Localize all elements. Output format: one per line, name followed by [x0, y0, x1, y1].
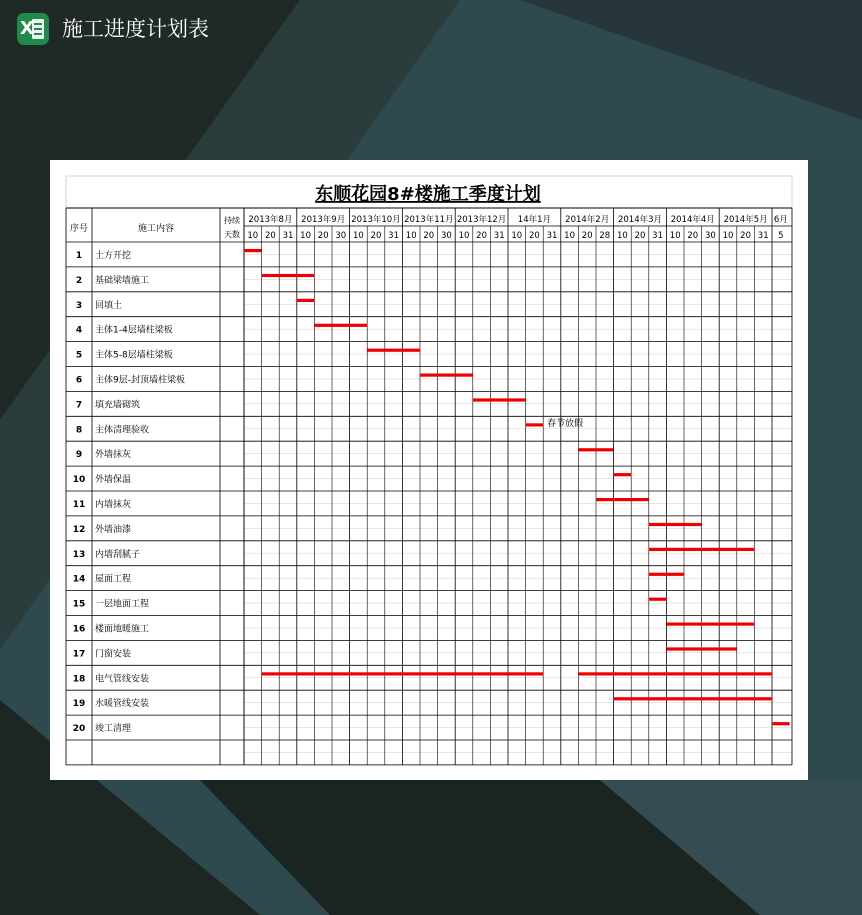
header-task: 施工内容 [137, 224, 175, 234]
task-name: 内墙抹灰 [95, 499, 132, 510]
day-label: 10 [405, 231, 417, 241]
task-number: 18 [72, 674, 86, 685]
gantt-bar [367, 349, 420, 352]
month-label: 2014年3月 [617, 215, 663, 225]
task-number: 2 [75, 275, 83, 286]
day-label: 20 [687, 231, 699, 241]
gantt-bar [666, 623, 754, 626]
day-label: 10 [458, 231, 470, 241]
gantt-bar [420, 374, 473, 377]
day-label: 20 [264, 231, 276, 241]
day-label: 10 [722, 231, 734, 241]
gantt-bar [526, 423, 544, 426]
task-name: 内墙刮腻子 [95, 549, 141, 560]
holiday-note: 春节放假 [547, 419, 584, 429]
month-label: 2014年4月 [670, 215, 715, 225]
month-label: 6月 [773, 215, 788, 225]
task-name: 电气管线安装 [95, 674, 150, 685]
day-label: 20 [476, 231, 488, 241]
gantt-bar [473, 398, 526, 401]
task-name: 土方开挖 [95, 250, 132, 261]
task-name: 屋面工程 [95, 574, 132, 585]
header-duration-days: 天数 [224, 230, 240, 239]
task-number: 13 [72, 549, 86, 560]
gantt-bar [649, 523, 702, 526]
task-number: 20 [72, 724, 86, 735]
task-name: 水暖管线安装 [95, 699, 150, 710]
day-label: 10 [616, 231, 628, 241]
month-label: 2013年8月 [248, 215, 293, 225]
gantt-bar [297, 299, 315, 302]
gantt-bar [578, 448, 613, 451]
app-header [0, 0, 862, 60]
day-label: 20 [581, 231, 593, 241]
task-number: 3 [75, 300, 83, 311]
task-name: 门窗安装 [95, 649, 132, 660]
spreadsheet [50, 160, 808, 780]
gantt-table [50, 160, 808, 780]
day-label: 20 [740, 231, 752, 241]
day-label: 31 [546, 231, 558, 241]
gantt-bar [666, 647, 736, 650]
day-label: 10 [564, 231, 576, 241]
task-number: 9 [75, 450, 83, 461]
gantt-bar [772, 722, 790, 725]
gantt-bar [578, 672, 772, 675]
header-duration: 持续 [224, 216, 240, 225]
month-label: 2014年5月 [723, 215, 768, 225]
task-name: 主体9层-封顶墙柱梁板 [95, 375, 185, 386]
day-label: 31 [282, 231, 294, 241]
day-label: 10 [300, 231, 312, 241]
app-title: 施工进度计划表 [62, 17, 209, 41]
task-number: 12 [72, 524, 86, 535]
task-name: 主体5-8层墙柱梁板 [95, 350, 173, 361]
gantt-bar [614, 473, 632, 476]
month-label: 2014年2月 [565, 215, 610, 225]
gantt-bar [314, 324, 367, 327]
gantt-bar [649, 548, 755, 551]
day-label: 31 [757, 231, 769, 241]
day-label: 5 [778, 231, 784, 241]
gantt-bar [244, 249, 262, 252]
day-label: 30 [440, 231, 452, 241]
month-label: 2013年10月 [351, 215, 401, 225]
task-number: 4 [75, 325, 83, 336]
day-label: 20 [317, 231, 329, 241]
task-number: 15 [72, 599, 86, 610]
task-name: 外墙油漆 [95, 524, 132, 535]
day-label: 20 [370, 231, 382, 241]
excel-icon: X [17, 13, 49, 45]
gantt-bar [649, 598, 667, 601]
day-label: 10 [352, 231, 364, 241]
month-label: 2013年11月 [404, 215, 454, 225]
sheet-frame [66, 176, 792, 765]
day-label: 20 [528, 231, 540, 241]
task-number: 8 [75, 425, 83, 436]
day-label: 30 [335, 231, 347, 241]
day-label: 31 [388, 231, 400, 241]
day-label: 10 [511, 231, 523, 241]
gantt-bar [262, 672, 544, 675]
gantt-bar [262, 274, 315, 277]
task-number: 14 [72, 574, 86, 585]
task-name: 主体1-4层墙柱梁板 [95, 325, 173, 336]
day-label: 30 [704, 231, 716, 241]
day-label: 20 [423, 231, 435, 241]
day-label: 31 [493, 231, 505, 241]
task-name: 外墙抹灰 [95, 450, 132, 461]
day-label: 10 [669, 231, 681, 241]
task-number: 10 [72, 475, 86, 486]
gantt-bar [596, 498, 649, 501]
gantt-bar [614, 697, 772, 700]
task-name: 填充墙砌筑 [95, 400, 141, 411]
task-name: 外墙保温 [95, 475, 132, 486]
task-number: 5 [75, 350, 83, 361]
month-label: 2013年9月 [301, 215, 346, 225]
task-number: 6 [75, 375, 83, 386]
month-label: 2013年12月 [456, 215, 507, 225]
task-number: 19 [72, 699, 86, 710]
day-label: 10 [247, 231, 259, 241]
task-name: 竣工清理 [95, 724, 132, 735]
month-label: 14年1月 [517, 215, 552, 225]
task-name: 楼面地暖施工 [95, 624, 150, 635]
day-label: 20 [634, 231, 646, 241]
task-name: 回填土 [95, 300, 123, 311]
task-number: 16 [72, 624, 86, 635]
header-seq: 序号 [69, 224, 89, 234]
task-name: 基础梁墙施工 [95, 275, 150, 286]
task-number: 11 [72, 499, 86, 510]
task-number: 7 [75, 400, 83, 411]
task-name: 一层地面工程 [95, 599, 150, 610]
gantt-bar [649, 573, 684, 576]
sheet-title: 东顺花园8#楼施工季度计划 [315, 184, 541, 205]
task-number: 17 [72, 649, 86, 660]
day-label: 28 [599, 231, 611, 241]
task-number: 1 [75, 250, 83, 261]
day-label: 31 [652, 231, 664, 241]
task-name: 主体清理验收 [95, 425, 150, 436]
